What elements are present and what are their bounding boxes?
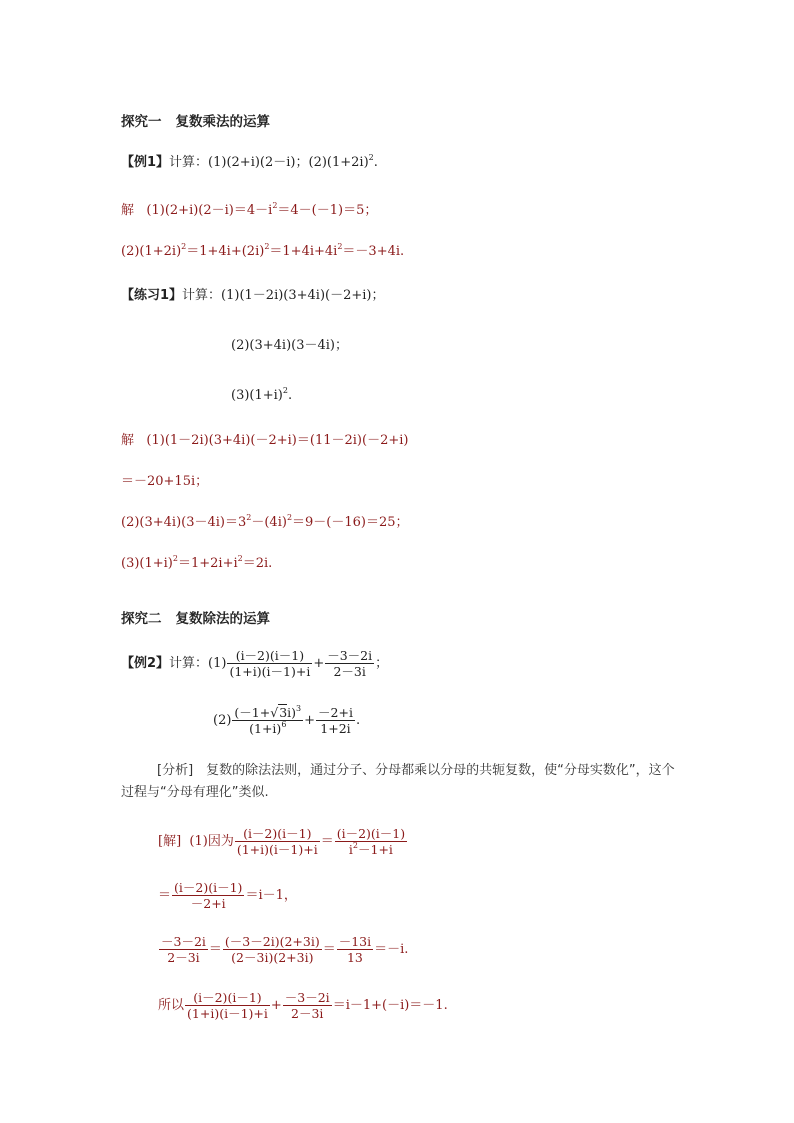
sqrt-radicand: 3 [279, 705, 288, 720]
solve-label: 解 [121, 203, 135, 218]
fraction [232, 705, 303, 736]
numerator: (i－2)(i－1) [174, 880, 243, 895]
practice1-solution-1 [121, 433, 408, 449]
numerator: －3－2i [161, 934, 206, 949]
denominator: 2－3i [167, 950, 200, 965]
numerator: －13i [338, 934, 372, 949]
section-label: 探究一 [121, 114, 162, 130]
practice1-line-3 [231, 388, 292, 404]
punctuation: . [355, 713, 361, 728]
exponent: 2 [237, 554, 243, 563]
solution-text: (1)(2+i)(2－i)＝4－i [146, 203, 273, 218]
numerator: $(-1+√3i)^3$ [234, 704, 302, 720]
numerator: (－3－2i)(2+3i) [224, 934, 320, 949]
section-label: 探究二 [121, 611, 162, 627]
solution2-step-1 [158, 826, 408, 857]
exponent: 2 [286, 513, 293, 522]
fraction [283, 990, 332, 1021]
numerator: －3－2i [327, 648, 373, 663]
exponent: 2 [246, 513, 252, 522]
denominator-part: i [348, 842, 353, 857]
solution-text: ＝－20+15i； [121, 474, 209, 489]
fraction [337, 934, 373, 965]
denominator-part: －1+i [358, 842, 393, 857]
exponent: 2 [337, 242, 343, 251]
operator: + [270, 998, 282, 1013]
solution2-step-4 [158, 990, 448, 1021]
solution-text: ＝1+4i+4i [269, 244, 338, 259]
example1-solution-1 [121, 203, 377, 219]
analysis-paragraph [121, 760, 681, 804]
fraction [159, 934, 208, 965]
solve-label: [解] [158, 834, 182, 849]
example2-line-1 [121, 648, 388, 679]
solution-text: (3)(1+i) [121, 556, 173, 571]
solution-text: (2)(1+2i) [121, 244, 182, 259]
denominator: 1+2i [320, 721, 351, 736]
solution-text: (1)(1－2i)(3+4i)(－2+i)＝(11－2i)(－2+i) [146, 433, 409, 448]
denominator: 2－3i [291, 1006, 324, 1021]
solution-text: 所以 [158, 998, 185, 1013]
example-tag: 【例1】 [121, 155, 170, 170]
practice-tag: 【练习1】 [121, 288, 183, 303]
example1-prompt [121, 155, 378, 171]
prompt-end: . [373, 155, 378, 170]
solution-text: ＝4－(－1)＝5； [277, 203, 378, 218]
section-heading-1 [121, 110, 270, 130]
operator: ＝ [158, 888, 172, 903]
exponent: 2 [181, 242, 187, 251]
fraction [325, 648, 374, 679]
prompt-text: (3)(1+i) [231, 388, 283, 403]
exponent: 2 [352, 841, 358, 850]
example2-line-2 [213, 705, 360, 736]
operator: ＝ [320, 834, 334, 849]
exponent: 3 [296, 704, 302, 713]
exponent: 2 [368, 153, 374, 162]
prompt-text: 计算：(1)(1－2i)(3+4i)(－2+i)； [182, 288, 385, 303]
fraction [227, 648, 312, 679]
fraction [235, 826, 320, 857]
prompt-end: . [287, 388, 293, 403]
solution-text: ＝－3+4i. [342, 244, 405, 259]
numerator: －3－2i [284, 990, 330, 1005]
exponent: 2 [282, 386, 288, 395]
numerator: (i－2)(i－1) [185, 990, 270, 1006]
solve-label: 解 [121, 433, 135, 448]
prompt-text: (2)(3+4i)(3－4i)； [231, 338, 348, 353]
numerator: (i－2)(i－1) [235, 826, 320, 842]
example1-solution-2 [121, 244, 404, 260]
practice1-line-2 [231, 338, 348, 354]
prompt-text: (2) [213, 713, 232, 728]
denominator: (1+i)(i－1)+i [229, 664, 311, 679]
operator: ＝ [208, 942, 222, 957]
analysis-text: [分析] 复数的除法法则，通过分子、分母都乘以分母的共轭复数，使“分母实数化”，这个过程与“分母有理化”类似. [121, 763, 675, 800]
solution-text: ＝2i. [242, 556, 273, 571]
denominator [232, 721, 303, 736]
exponent: 2 [272, 201, 278, 210]
solution2-step-2 [158, 880, 297, 911]
denominator [335, 842, 407, 857]
example-tag: 【例2】 [121, 656, 170, 671]
fraction [316, 705, 355, 736]
solution-text: ＝9－(－16)＝25； [292, 515, 409, 530]
exponent: 2 [264, 242, 270, 251]
solution-text: －(4i) [251, 515, 287, 530]
fraction [335, 826, 407, 857]
denominator: 13 [346, 950, 363, 965]
fraction [223, 934, 322, 965]
denominator: (1+i)(i－1)+i [236, 842, 318, 857]
numerator: －2+i [318, 705, 353, 720]
practice1-line-1 [121, 288, 385, 304]
punctuation: ； [375, 656, 389, 671]
numerator-part: i) [287, 705, 297, 720]
section-heading-2 [121, 607, 270, 627]
numerator-part: (－1+ [234, 705, 271, 720]
fraction [172, 880, 244, 911]
solution-text: (1)因为 [189, 834, 234, 849]
fraction [185, 990, 270, 1021]
exponent: 6 [281, 720, 287, 729]
practice1-solution-3 [121, 556, 272, 572]
operator: + [304, 713, 316, 728]
section-title: 复数乘法的运算 [175, 114, 270, 130]
section-title: 复数除法的运算 [175, 611, 270, 627]
operator: ＝ [322, 942, 336, 957]
numerator: (i－2)(i－1) [336, 826, 406, 841]
numerator: (i－2)(i－1) [227, 648, 312, 664]
denominator: －2+i [190, 896, 226, 911]
solution-text: ＝i－1， [245, 888, 297, 903]
solution-text: ＝－i. [374, 942, 409, 957]
solution-text: ＝i－1+(－i)＝－1. [332, 998, 448, 1013]
prompt-text: 计算：(1) [169, 656, 227, 671]
denominator: 2－3i [333, 664, 366, 679]
solution-text: ＝1+4i+(2i) [186, 244, 265, 259]
exponent: 2 [172, 554, 178, 563]
solution-text: ＝1+2i+i [177, 556, 238, 571]
prompt-text: 计算：(1)(2+i)(2－i)；(2)(1+2i) [169, 155, 369, 170]
operator: + [313, 656, 325, 671]
denominator-part: (1+i) [249, 721, 282, 736]
practice1-solution-2 [121, 515, 409, 531]
denominator: (1+i)(i－1)+i [187, 1006, 268, 1021]
solution-text: (2)(3+4i)(3－4i)＝3 [121, 515, 247, 530]
denominator: (2－3i)(2+3i) [231, 950, 314, 965]
solution2-step-3 [158, 934, 408, 965]
practice1-solution-1b [121, 474, 208, 490]
